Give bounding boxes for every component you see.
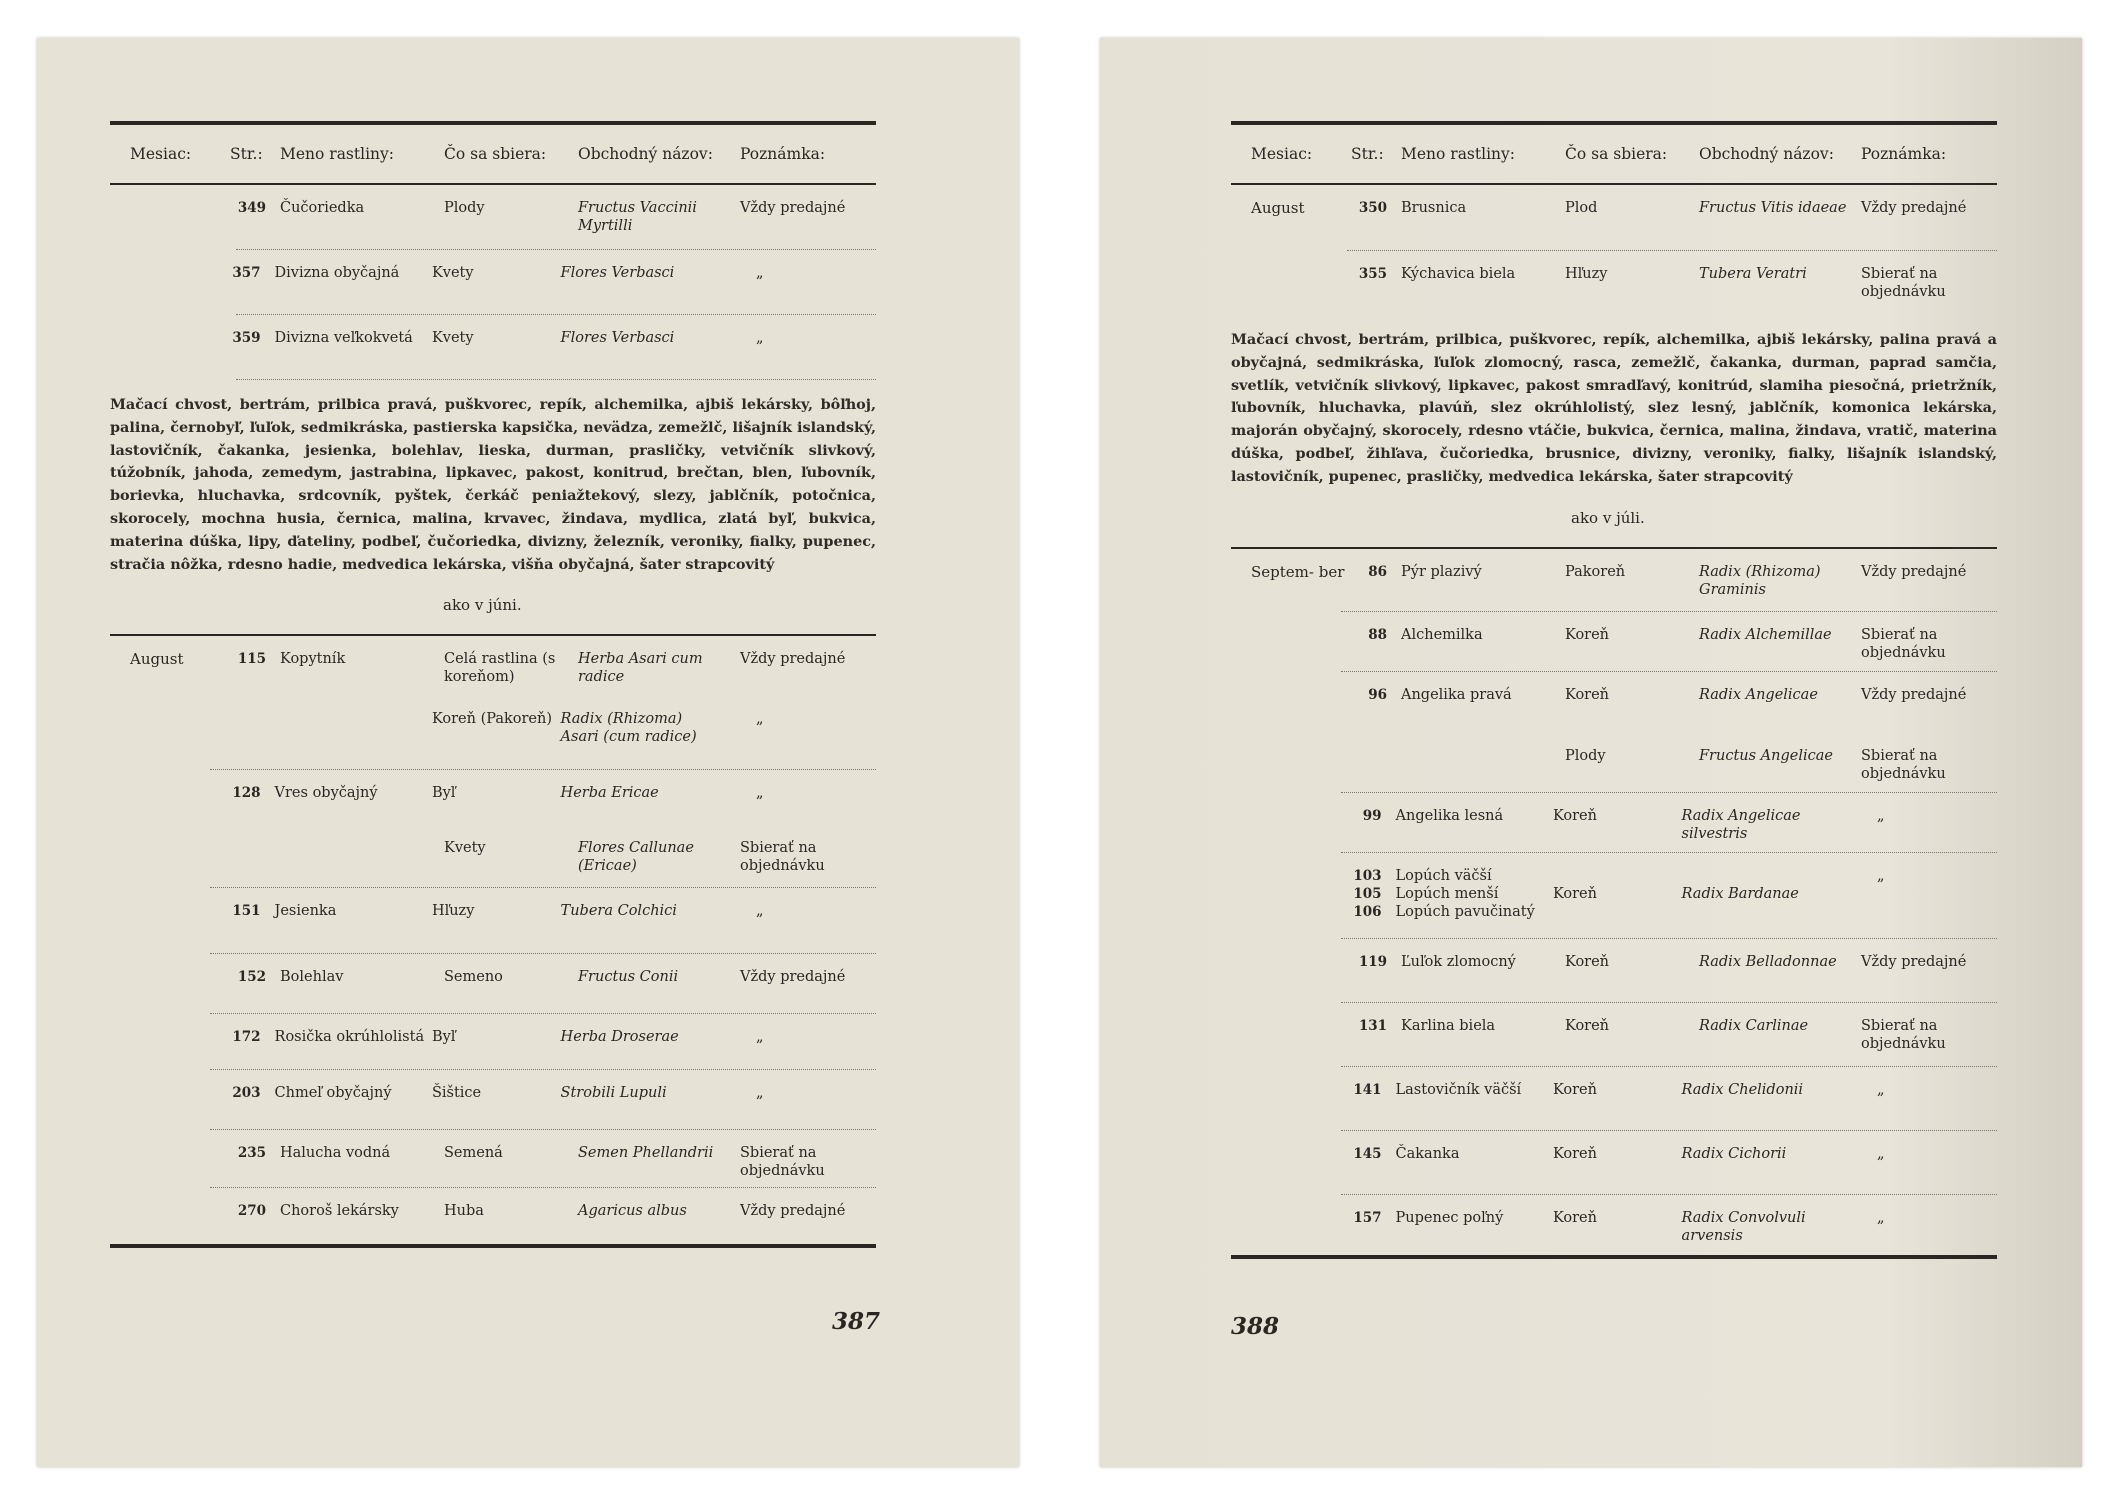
plant-cell: Bolehlav (280, 969, 344, 986)
plant-cell: Rosička okrúhlolistá (274, 1029, 425, 1046)
header-poznamka: Poznámka: (740, 145, 826, 163)
note-cell: „ (1877, 1081, 1885, 1098)
trade-cell: Radix Angelicae (1699, 686, 1818, 703)
plant-cell: Angelika pravá (1401, 686, 1512, 703)
table-row (1231, 1067, 1997, 1131)
part-cell: Koreň (Pakoreň) (431, 711, 553, 728)
part-cell: Koreň (1565, 1017, 1610, 1034)
month-cell (110, 784, 226, 825)
page-cell (230, 839, 280, 888)
header-obchod: Obchodný názov: (1699, 145, 1834, 163)
bottom-rule (1231, 1255, 1997, 1259)
plant-cell: Ľuľok zlomocný (1401, 953, 1516, 970)
month-cell (110, 329, 226, 380)
table-row (1231, 1003, 1997, 1067)
part-cell: Plody (1565, 747, 1606, 764)
trade-cell: Agaricus albus (578, 1203, 687, 1220)
table-row (110, 770, 876, 825)
page-number: 388 (1231, 1313, 1280, 1340)
page-cell: 355 (1358, 266, 1387, 282)
plant-cell: Lopúch väčší Lopúch menší Lopúch pavučinatý (1395, 867, 1535, 920)
table-row (110, 185, 876, 250)
month-cell (110, 710, 226, 770)
part-cell: Plod (1565, 200, 1598, 216)
header-co: Čo sa sbiera: (444, 145, 547, 163)
table-row (1231, 549, 1997, 612)
bottom-rule (110, 1244, 876, 1248)
plant-cell: Čučoriedka (280, 200, 365, 216)
plant-cell: Choroš lekársky (280, 1203, 399, 1220)
page-cell: 96 (1368, 686, 1387, 703)
page-cell: 119 (1358, 953, 1387, 970)
month-cell (1231, 1081, 1347, 1131)
header-meno: Meno rastliny: (280, 145, 394, 163)
month-cell (1231, 953, 1351, 1003)
prose-paragraph: Mačací chvost, bertrám, prilbica pravá, puškvorec, repík, alchemilka, ajbiš lekársky, bôľhoj, palina, černobyľ, ľuľok, sedmikráska, pastierska kapsička, nevädza, zemežlč, lišajník islandský, lastovičník, čakanka, jesienka, bolehlav, lieska, durman, prasličky, vetvičník slivkový, túžobník, jahoda, zemedym, jastrabina, lipkavec, pakost, konitrud, brečtan, blen, ľubovník, borievka, hluchavka, srdcovník, pyštek, čerkáč peniažtekový, slezy, jablčník, potočnica, skorocely, mochna husia, černica, malina, krvavec, žindava, mydlica, zlatá byľ, bukvica, materina dúška, lipy, ďateliny, podbeľ, čučoriedka, divizny, železník, veroniky, fialky, pupenec, stračia nôžka, rdesno hadie, medvedica lekárska, višňa obyčajná, šater strapcovitý (110, 396, 876, 573)
month-cell (1231, 867, 1347, 939)
plant-cell: Kopytník (280, 651, 346, 668)
ako-note: ako v júni. (443, 596, 522, 615)
plant-cell: Pupenec poľný (1395, 1209, 1504, 1226)
part-cell: Semená (444, 1145, 503, 1162)
note-cell: Vždy predajné (740, 1203, 846, 1220)
header-meno: Meno rastliny: (1401, 145, 1515, 163)
page-cell (1351, 747, 1401, 793)
note-cell: „ (756, 785, 764, 802)
month-cell (1231, 1145, 1347, 1195)
part-cell: Kvety (444, 840, 486, 857)
plant-cell (280, 839, 444, 888)
trade-cell: Fructus Vitis idaeae (1699, 200, 1847, 216)
month-cell (110, 264, 226, 315)
note-cell: Vždy predajné (740, 969, 846, 986)
plant-cell: Karlina biela (1401, 1017, 1496, 1034)
note-cell: „ (756, 711, 764, 728)
page-cell: 157 (1353, 1209, 1382, 1226)
note-cell: Vždy predajné (1861, 686, 1967, 703)
trade-cell: Tubera Veratri (1699, 266, 1807, 282)
page-cell: 359 (232, 330, 261, 346)
table-header (110, 125, 876, 185)
trade-cell: Radix Chelidonii (1681, 1081, 1804, 1098)
page-right-content (1231, 121, 1997, 1259)
ako-note: ako v júli. (1571, 508, 1645, 527)
page-cell: 172 (232, 1029, 261, 1046)
table-row (1231, 1131, 1997, 1195)
note-cell: Sbierať na objednávku (1861, 1017, 1946, 1052)
table-row (110, 1130, 876, 1188)
table-row (110, 954, 876, 1014)
part-cell: Koreň (1552, 1145, 1597, 1162)
trade-cell: Fructus Angelicae (1699, 747, 1833, 764)
page-cell (226, 710, 275, 770)
plant-cell: Angelika lesná (1395, 807, 1504, 824)
part-cell: Koreň (1552, 807, 1597, 824)
plant-cell: Kýchavica biela (1401, 266, 1516, 282)
plant-cell: Alchemilka (1401, 626, 1483, 643)
page-number: 387 (832, 1308, 881, 1335)
part-cell: Hľuzy (1565, 266, 1608, 282)
month-cell (1231, 1017, 1351, 1067)
trade-cell: Fructus Conii (578, 969, 679, 986)
month-cell (1231, 1209, 1347, 1255)
trade-cell: Radix Belladonnae (1699, 953, 1837, 970)
part-cell: Hľuzy (431, 903, 475, 920)
table-row (1231, 672, 1997, 733)
header-str: Str.: (230, 145, 263, 163)
part-cell: Byľ (431, 785, 456, 802)
table-row (1231, 853, 1997, 939)
page-cell: 357 (232, 265, 261, 281)
plant-cell: Lastovičník väčší (1395, 1081, 1522, 1098)
table-row (1231, 733, 1997, 793)
trade-cell: Radix (Rhizoma) Graminis (1699, 563, 1821, 598)
note-cell: „ (1877, 1145, 1885, 1162)
trade-cell: Radix Angelicae silvestris (1681, 807, 1801, 842)
table-row (110, 1188, 876, 1244)
month-cell: August (1251, 199, 1305, 217)
note-cell: „ (756, 1029, 764, 1046)
right-top-rows (1231, 185, 1997, 315)
table-row (1231, 793, 1997, 853)
page-cell: 99 (1362, 807, 1382, 824)
note-cell: „ (756, 330, 764, 346)
page-left-content (110, 121, 876, 1248)
month-cell: August (130, 650, 184, 669)
note-cell: Sbierať na objednávku (1861, 266, 1946, 300)
note-cell: „ (756, 265, 764, 281)
prose-paragraph: Mačací chvost, bertrám, prilbica, puškvorec, repík, alchemilka, ajbiš lekársky, palina pravá a obyčajná, sedmikráska, ľuľok zlomocný, rasca, zemežlč, čakanka, durman, paprad samčia, svetlík, vetvičník slivkový, lipkavec, pakost smradľavý, konitrúd, slamiha piesočná, prietržník, ľubovník, hluchavka, plavúň, slez okrúhlolistý, slez lesný, jablčník, komonica lekárska, majorán obyčajný, skorocely, rdesno vtáčie, bukvica, černica, malina, žindava, vratič, materina dúška, podbeľ, žihľava, čučoriedka, brusnice, divizny, veroniky, fialky, lišajník islandský, lastovičník, pupenec, prasličky, medvedica lekárska, šater strapcovitý (1231, 331, 1997, 485)
trade-cell: Flores Callunae (Ericae) (578, 840, 694, 875)
page-cell: 103 105 106 (1353, 867, 1382, 920)
right-rows (1231, 549, 1997, 1255)
trade-cell: Semen Phellandrii (578, 1145, 714, 1162)
table-row (110, 1070, 876, 1130)
plant-cell: Divizna veľkokvetá (274, 330, 413, 346)
month-cell (110, 902, 226, 954)
page-cell: 151 (232, 903, 261, 920)
page-cell: 141 (1353, 1081, 1382, 1098)
page-cell: 88 (1368, 626, 1387, 643)
note-cell: Sbierať na objednávku (740, 840, 825, 875)
note-cell: Vždy predajné (1861, 563, 1967, 580)
month-cell (1231, 807, 1347, 853)
table-row (110, 888, 876, 954)
page-right (1100, 38, 2082, 1467)
header-poznamka: Poznámka: (1861, 145, 1947, 163)
month-cell (1231, 626, 1351, 672)
page-cell: 203 (232, 1085, 261, 1102)
month-cell (1231, 747, 1351, 793)
part-cell: Celá rastlina (s koreňom) (444, 651, 556, 686)
header-co: Čo sa sbiera: (1565, 145, 1668, 163)
page-cell: 145 (1353, 1145, 1382, 1162)
table-row (1231, 1195, 1997, 1255)
note-cell: „ (1877, 807, 1885, 824)
month-cell (110, 1084, 226, 1130)
table-row (110, 696, 876, 770)
left-top-rows (110, 185, 876, 380)
header-obchod: Obchodný názov: (578, 145, 713, 163)
page-cell: 128 (232, 785, 261, 802)
table-row (1231, 251, 1997, 315)
month-cell (110, 199, 230, 250)
part-cell: Koreň (1552, 885, 1597, 902)
month-cell (110, 1028, 226, 1070)
part-cell: Koreň (1565, 953, 1610, 970)
table-row (110, 825, 876, 888)
part-cell: Koreň (1565, 686, 1610, 703)
part-cell: Šištice (431, 1085, 482, 1102)
trade-cell: Strobili Lupuli (560, 1085, 667, 1102)
page-cell: 131 (1358, 1017, 1387, 1034)
month-cell (110, 1144, 230, 1188)
table-row (110, 315, 876, 380)
table-row (1231, 612, 1997, 672)
month-cell: Septem- ber (1251, 562, 1345, 581)
part-cell: Koreň (1552, 1081, 1597, 1098)
header-mesiac: Mesiac: (130, 145, 192, 163)
part-cell: Byľ (431, 1029, 456, 1046)
note-cell: Vždy predajné (1861, 200, 1967, 216)
plant-cell: Halucha vodná (280, 1145, 391, 1162)
plant-cell: Chmeľ obyčajný (274, 1085, 392, 1102)
page-cell: 115 (237, 651, 266, 668)
note-cell: Vždy predajné (740, 651, 846, 668)
part-cell: Semeno (444, 969, 503, 986)
note-cell: „ (756, 903, 764, 920)
page-left (37, 38, 1019, 1467)
header-mesiac: Mesiac: (1251, 145, 1313, 163)
trade-cell: Herba Ericae (560, 785, 659, 802)
table-row (1231, 939, 1997, 1003)
trade-cell: Tubera Colchici (560, 903, 677, 920)
trade-cell: Radix Cichorii (1681, 1145, 1787, 1162)
header-str: Str.: (1351, 145, 1384, 163)
left-rows (110, 636, 876, 1244)
trade-cell: Fructus Vaccinii Myrtilli (578, 200, 697, 234)
table-row (1231, 185, 1997, 251)
table-header (1231, 125, 1997, 185)
trade-cell: Radix Bardanae (1681, 885, 1799, 902)
table-row (110, 250, 876, 315)
page-cell: 270 (237, 1203, 266, 1220)
trade-cell: Flores Verbasci (560, 265, 675, 281)
page-cell: 235 (237, 1145, 266, 1162)
trade-cell: Radix Convolvuli arvensis (1681, 1209, 1806, 1244)
note-cell: Sbierať na objednávku (1861, 747, 1946, 782)
plant-cell: Vres obyčajný (274, 785, 378, 802)
row-separator (236, 379, 876, 380)
trade-cell: Radix Alchemillae (1699, 626, 1832, 643)
part-cell: Koreň (1565, 626, 1610, 643)
part-cell: Kvety (431, 265, 474, 281)
part-cell: Huba (444, 1203, 484, 1220)
note-cell: „ (1877, 1209, 1885, 1226)
trade-cell: Radix Carlinae (1699, 1017, 1809, 1034)
page-cell: 350 (1358, 200, 1387, 216)
plant-cell: Jesienka (274, 903, 337, 920)
table-row (110, 1014, 876, 1070)
plant-cell: Čakanka (1395, 1145, 1460, 1162)
part-cell: Plody (444, 200, 485, 216)
plant-cell: Brusnica (1401, 200, 1467, 216)
note-cell: Vždy predajné (740, 200, 846, 216)
page-cell: 349 (237, 200, 266, 216)
trade-cell: Flores Verbasci (560, 330, 675, 346)
trade-cell: Herba Asari cum radice (578, 651, 703, 686)
plant-cell (275, 710, 432, 770)
plant-cell (1401, 747, 1565, 793)
note-cell: „ (756, 1085, 764, 1102)
part-cell: Pakoreň (1565, 563, 1626, 580)
month-cell (110, 839, 230, 888)
note-cell: Sbierať na objednávku (1861, 626, 1946, 661)
month-cell (1231, 265, 1351, 315)
month-cell (110, 968, 230, 1014)
note-cell: „ (1877, 867, 1885, 884)
table-row (110, 636, 876, 696)
part-cell: Koreň (1552, 1209, 1597, 1226)
month-cell (1231, 686, 1351, 733)
page-cell: 86 (1368, 563, 1387, 580)
part-cell: Kvety (431, 330, 474, 346)
plant-cell: Pýr plazivý (1401, 563, 1482, 580)
trade-cell: Radix (Rhizoma) Asari (cum radice) (560, 711, 697, 746)
trade-cell: Herba Droserae (560, 1029, 679, 1046)
plant-cell: Divizna obyčajná (274, 265, 400, 281)
month-cell (110, 1202, 230, 1244)
note-cell: Sbierať na objednávku (740, 1145, 825, 1180)
note-cell: Vždy predajné (1861, 953, 1967, 970)
page-cell: 152 (237, 969, 266, 986)
